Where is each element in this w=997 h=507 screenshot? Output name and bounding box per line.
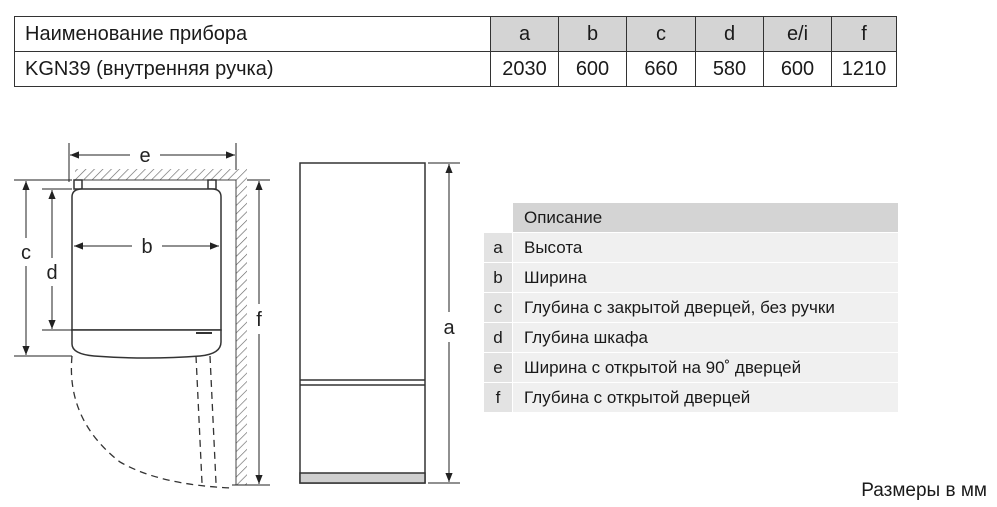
legend-row-f	[484, 383, 898, 413]
fridge-top-view	[72, 180, 221, 358]
legend-header: Описание	[513, 203, 898, 232]
legend-text: Глубина с закрытой дверцей, без ручки	[513, 293, 898, 322]
legend-text: Ширина	[513, 263, 898, 292]
legend-text: Глубина с открытой дверцей	[513, 383, 898, 412]
spec-col-b: b	[559, 17, 627, 52]
legend-table	[484, 203, 898, 413]
spec-col-c: c	[627, 17, 696, 52]
label-c: c	[21, 242, 31, 264]
legend-row-d	[484, 323, 898, 353]
legend-key: f	[484, 383, 512, 412]
spec-value-b: 600	[559, 52, 627, 87]
spec-name-header: Наименование прибора	[15, 17, 491, 52]
door-swing	[71, 356, 232, 488]
spec-value-e: 600	[764, 52, 832, 87]
legend-row-a	[484, 233, 898, 263]
legend-text: Высота	[513, 233, 898, 262]
legend-header-key	[484, 203, 512, 232]
spec-value-c: 660	[627, 52, 696, 87]
spec-value-f: 1210	[832, 52, 897, 87]
dimension-d	[42, 189, 72, 330]
legend-key: e	[484, 353, 512, 382]
fridge-front-view	[300, 163, 425, 483]
legend-text: Глубина шкафа	[513, 323, 898, 352]
label-b: b	[141, 236, 153, 258]
label-d: d	[46, 262, 58, 284]
spec-col-e: e/i	[764, 17, 832, 52]
spec-value-d: 580	[696, 52, 764, 87]
label-f: f	[256, 309, 262, 331]
legend-key: d	[484, 323, 512, 352]
legend-key: a	[484, 233, 512, 262]
legend-header-row	[484, 203, 898, 233]
legend-text: Ширина с открытой на 90˚ дверцей	[513, 353, 898, 382]
label-a: a	[443, 317, 455, 339]
spec-col-a: a	[491, 17, 559, 52]
spec-col-f: f	[832, 17, 897, 52]
legend-row-b	[484, 263, 898, 293]
legend-row-e	[484, 353, 898, 383]
legend-key: b	[484, 263, 512, 292]
spec-col-d: d	[696, 17, 764, 52]
spec-model-name: KGN39 (внутренняя ручка)	[15, 52, 491, 87]
units-note: Размеры в мм	[861, 480, 987, 501]
legend-row-c	[484, 293, 898, 323]
legend-key: c	[484, 293, 512, 322]
spec-value-a: 2030	[491, 52, 559, 87]
label-e: e	[139, 145, 151, 167]
